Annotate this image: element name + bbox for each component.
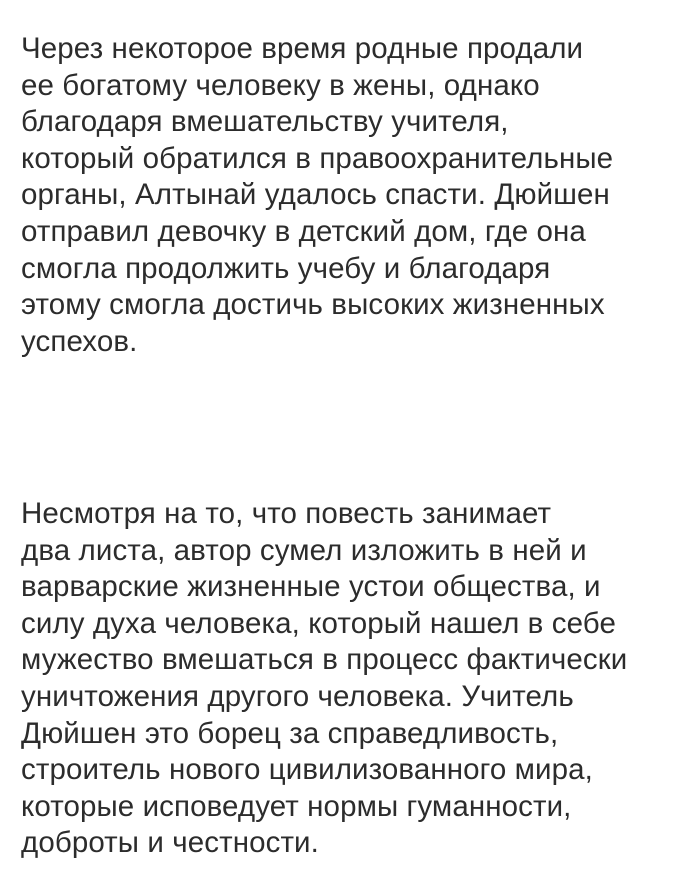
text-line: Несмотря на то, что повесть занимает bbox=[21, 497, 552, 530]
text-line: отправил девочку в детский дом, где она bbox=[21, 214, 586, 248]
text-line: который обратился в правоохранительные bbox=[21, 141, 614, 175]
text-line: Дюйшен это борец за справедливость, bbox=[21, 716, 559, 750]
text-line: успехов. bbox=[21, 324, 138, 358]
text-line: мужество вмешаться в процесс фактически bbox=[21, 643, 628, 677]
text-line: доброты и честности. bbox=[21, 826, 319, 860]
text-line: строитель нового цивилизованного мира, bbox=[21, 753, 593, 787]
text-line: уничтожения другого человека. Учитель bbox=[21, 679, 574, 713]
paragraph-2 bbox=[21, 496, 627, 862]
text-line: два листа, автор сумел изложить в ней и bbox=[21, 533, 587, 567]
paragraph-1 bbox=[21, 31, 613, 360]
text-line: ее богатому человеку в жены, однако bbox=[21, 68, 540, 102]
text-line: которые исповедует нормы гуманности, bbox=[21, 789, 572, 823]
text-line: благодаря вмешательству учителя, bbox=[21, 105, 509, 139]
text-line: органы, Алтынай удалось спасти. Дюйшен bbox=[21, 178, 610, 212]
text-line: Через некоторое время родные продали bbox=[21, 32, 584, 65]
text-line: смогла продолжить учебу и благодаря bbox=[21, 251, 551, 285]
text-line: варварские жизненные устои общества, и bbox=[21, 570, 601, 604]
text-line: силу духа человека, который нашел в себе bbox=[21, 606, 616, 640]
text-line: этому смогла достичь высоких жизненных bbox=[21, 288, 605, 322]
